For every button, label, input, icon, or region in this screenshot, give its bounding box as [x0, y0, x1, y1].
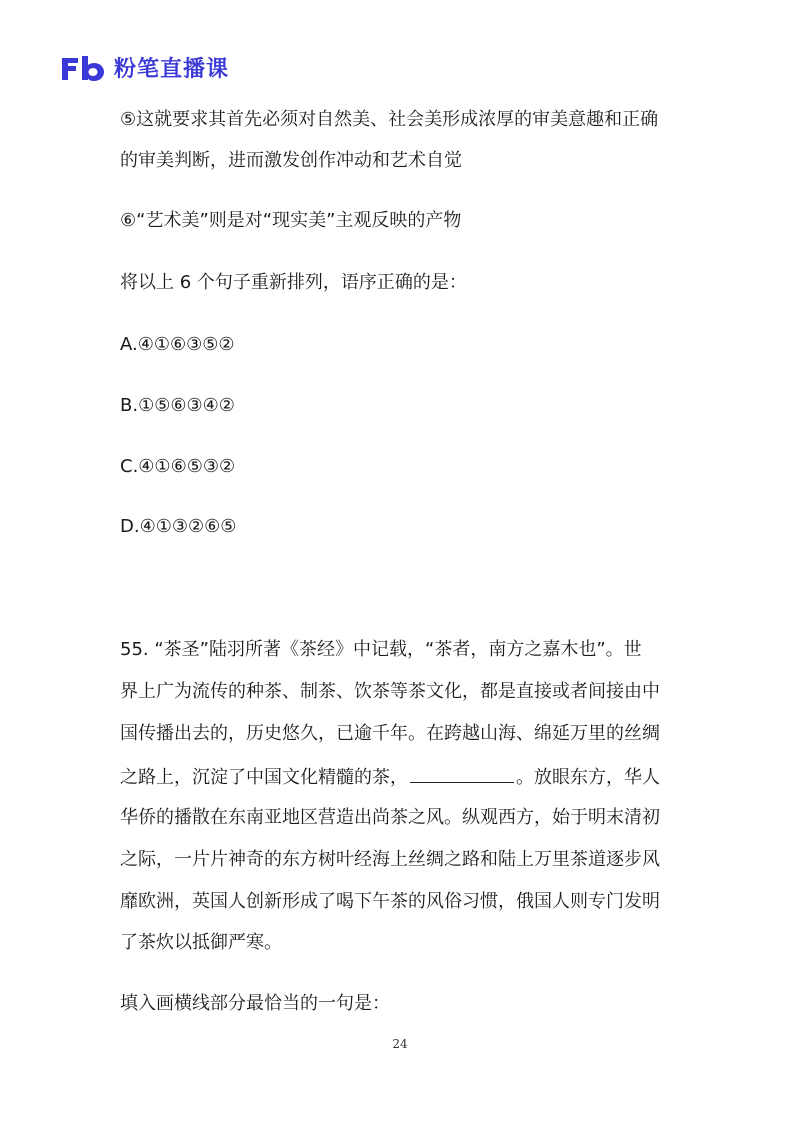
sentence-5-line-2: 的审美判断，进而激发创作冲动和艺术自觉 — [120, 150, 462, 171]
fb-logo-icon — [60, 54, 106, 82]
fill-blank — [410, 764, 514, 783]
q55-line-1: 55. “茶圣”陆羽所著《茶经》中记载，“茶者，南方之嘉木也”。世 — [120, 639, 642, 660]
q55-line-7: 靡欧洲，英国人创新形成了喝下午茶的风俗习惯，俄国人则专门发明 — [120, 891, 660, 912]
q55-line-4-after: 。放眼东方，华人 — [516, 767, 660, 788]
q55-line-3: 国传播出去的，历史悠久，已逾千年。在跨越山海、绵延万里的丝绸 — [120, 723, 660, 744]
q55-line-5: 华侨的播散在东南亚地区营造出尚茶之风。纵观西方，始于明末清初 — [120, 807, 660, 828]
page-number: 24 — [392, 1037, 408, 1051]
brand-name: 粉笔直播课 — [114, 57, 230, 82]
brand-logo — [60, 52, 229, 83]
q55-line-4 — [120, 764, 660, 790]
q55-line-4-before: 之路上，沉淀了中国文化精髓的茶， — [120, 767, 408, 788]
option-a[interactable]: A.④①⑥③⑤② — [120, 334, 235, 355]
sentence-5-line-1: ⑤这就要求其首先必须对自然美、社会美形成浓厚的审美意趣和正确 — [120, 109, 659, 130]
option-b[interactable]: B.①⑤⑥③④② — [120, 395, 235, 416]
option-d[interactable]: D.④①③②⑥⑤ — [120, 516, 237, 537]
q55-prompt: 填入画横线部分最恰当的一句是： — [120, 993, 390, 1014]
option-c[interactable]: C.④①⑥⑤③② — [120, 456, 236, 477]
q55-line-8: 了茶炊以抵御严寒。 — [120, 932, 282, 953]
sentence-6: ⑥“艺术美”则是对“现实美”主观反映的产物 — [120, 210, 462, 231]
q55-line-2: 界上广为流传的种茶、制茶、饮茶等茶文化，都是直接或者间接由中 — [120, 681, 660, 702]
question-prompt: 将以上 6 个句子重新排列，语序正确的是： — [120, 272, 467, 293]
q55-line-6: 之际，一片片神奇的东方树叶经海上丝绸之路和陆上万里茶道逐步风 — [120, 849, 660, 870]
